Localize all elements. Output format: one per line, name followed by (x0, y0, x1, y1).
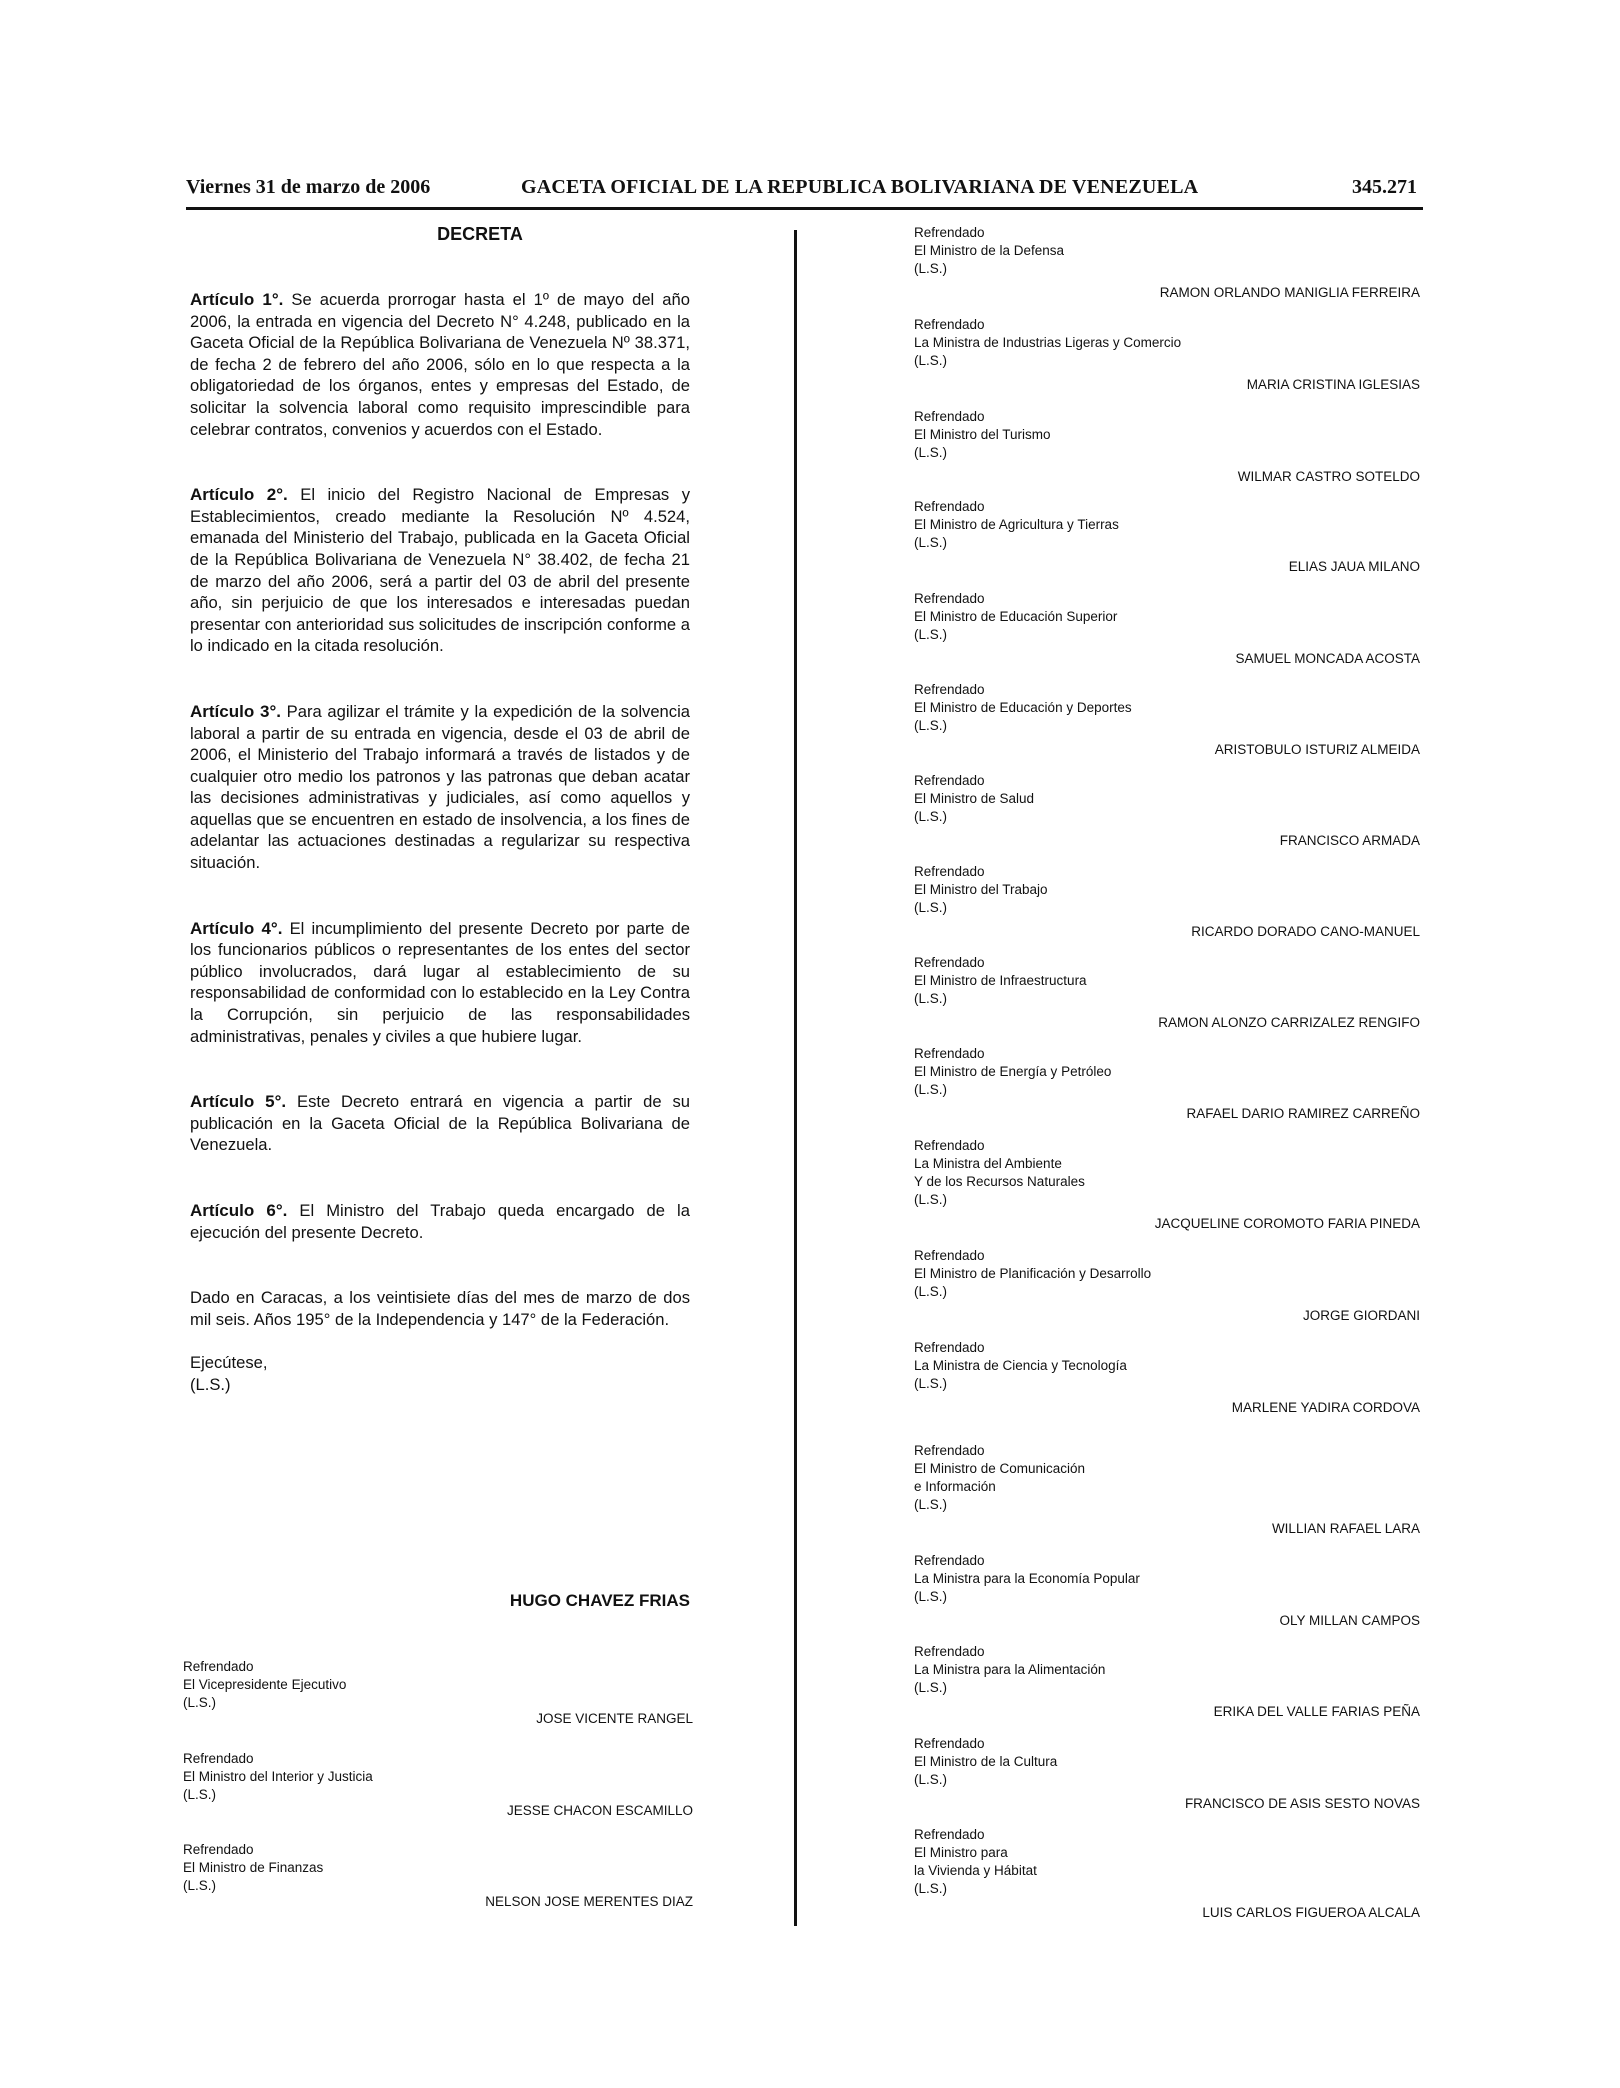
refrendo-label: Refrendado (183, 1751, 254, 1766)
refrendo-label: Refrendado (183, 1659, 254, 1674)
page-header (186, 176, 1423, 204)
refrendo-label: Refrendado (914, 1046, 985, 1061)
refrendo-name: OLY MILLAN CAMPOS (1279, 1613, 1420, 1628)
refrendo-name: RAMON ORLANDO MANIGLIA FERREIRA (1159, 285, 1420, 300)
article-3 (190, 701, 690, 874)
refrendo-role: El Ministro de Educación y Deportes (914, 700, 1132, 715)
article-4 (190, 918, 690, 1048)
ejecutese-block (190, 1352, 690, 1395)
refrendo-role: El Ministro para (914, 1845, 1008, 1860)
refrendo-seal: (L.S.) (914, 1192, 948, 1207)
refrendo-role: El Ministro de la Cultura (914, 1754, 1058, 1769)
refrendo-label: Refrendado (914, 591, 985, 606)
refrendo-right (914, 1247, 1420, 1325)
refrendo-name: RICARDO DORADO CANO-MANUEL (1191, 924, 1420, 939)
refrendo-seal: (L.S.) (914, 1082, 948, 1097)
article-number: Artículo 3°. (190, 701, 281, 721)
refrendo-right (914, 1442, 1420, 1538)
header-date: Viernes 31 de marzo de 2006 (186, 176, 431, 198)
refrendo-label: Refrendado (914, 1827, 985, 1842)
refrendo-right (914, 224, 1420, 302)
article-text: Para agilizar el trámite y la expedición de la solvencia laboral a partir de su entrada en vigencia, desde el 03 de abril de 2006, el Ministerio del Trabajo informará a través de listados y de cualquier otro medio los patronos y las patronas que deban acatar las decisiones administrativas y judiciales, así como aquellos y aquellas que se encuentren en estado de insolvencia, a los fines de adelantar las actuaciones destinadas a regularizar su respectiva situación. (190, 701, 690, 873)
refrendo-left (183, 1658, 693, 1728)
refrendo-role: El Ministro del Turismo (914, 427, 1051, 442)
refrendo-role-continued: la Vivienda y Hábitat (914, 1863, 1037, 1878)
column-divider (794, 230, 797, 1926)
refrendo-right (914, 498, 1420, 576)
refrendo-right (914, 681, 1420, 759)
decree-column (190, 224, 690, 1396)
refrendo-right (914, 408, 1420, 486)
refrendo-label: Refrendado (914, 1138, 985, 1153)
refrendo-right (914, 1339, 1420, 1417)
refrendo-name: RAFAEL DARIO RAMIREZ CARREÑO (1186, 1106, 1420, 1121)
refrendo-role: El Ministro de Salud (914, 791, 1035, 806)
refrendo-role: El Ministro de Agricultura y Tierras (914, 517, 1119, 532)
article-text: El inicio del Registro Nacional de Empresas y Establecimientos, creado mediante la Resolución Nº 4.524, emanada del Ministerio del Trabajo, publicada en la Gaceta Oficial de la República Bolivariana de Venezuela N° 38.402, de fecha 21 de marzo del año 2006, será a partir del 03 de abril del presente año, sin perjuicio de que los interesados e interesadas puedan presentar con anterioridad sus solicitudes de inscripción conforme a lo indicado en la citada resolución. (190, 485, 690, 656)
refrendo-seal: (L.S.) (914, 1284, 948, 1299)
refrendo-right (914, 1643, 1420, 1721)
refrendo-seal: (L.S.) (914, 900, 948, 915)
refrendo-right (914, 1826, 1420, 1922)
refrendo-role: El Vicepresidente Ejecutivo (183, 1677, 347, 1692)
refrendo-label: Refrendado (914, 409, 985, 424)
refrendo-seal: (L.S.) (914, 261, 948, 276)
article-number: Artículo 2°. (190, 485, 288, 505)
refrendo-name: ARISTOBULO ISTURIZ ALMEIDA (1214, 742, 1420, 757)
refrendo-name: LUIS CARLOS FIGUEROA ALCALA (1202, 1905, 1420, 1920)
refrendo-seal: (L.S.) (914, 718, 948, 733)
refrendo-role: La Ministra de Ciencia y Tecnología (914, 1358, 1127, 1373)
refrendo-seal: (L.S.) (914, 1772, 948, 1787)
refrendo-label: Refrendado (183, 1842, 254, 1857)
refrendo-name: FRANCISCO ARMADA (1279, 833, 1420, 848)
refrendo-role: El Ministro de Comunicación (914, 1461, 1086, 1476)
article-text: El Ministro del Trabajo queda encargado de la ejecución del presente Decreto. (190, 1201, 690, 1242)
refrendo-role: El Ministro de Infraestructura (914, 973, 1087, 988)
article-number: Artículo 1°. (190, 290, 284, 309)
refrendo-seal: (L.S.) (914, 809, 948, 824)
refrendo-seal: (L.S.) (914, 991, 948, 1006)
refrendo-name: JORGE GIORDANI (1302, 1308, 1420, 1323)
refrendo-seal: (L.S.) (183, 1695, 217, 1710)
refrendo-role: El Ministro de Energía y Petróleo (914, 1064, 1112, 1079)
refrendo-seal: (L.S.) (914, 445, 948, 460)
refrendo-label: Refrendado (914, 955, 985, 970)
refrendo-label: Refrendado (914, 773, 985, 788)
refrendo-seal: (L.S.) (914, 627, 948, 642)
closing-paragraph: Dado en Caracas, a los veintisiete días del mes de marzo de dos mil seis. Años 195° de la Independencia y 147° de la Federación. (190, 1288, 690, 1329)
refrendo-name: JACQUELINE COROMOTO FARIA PINEDA (1154, 1216, 1420, 1231)
seal-text: (L.S.) (190, 1374, 231, 1394)
refrendo-role: El Ministro del Trabajo (914, 882, 1048, 897)
refrendo-seal: (L.S.) (914, 1589, 948, 1604)
article-text: El incumplimiento del presente Decreto por parte de los funcionarios públicos o representantes de los entes del sector público involucrados, dará lugar al establecimiento de su responsabilidad de conformidad con lo establecido en la Ley Contra la Corrupción, sin perjuicio de las responsabilidades administrativas, penales y civiles a que hubiere lugar. (190, 918, 690, 1046)
article-number: Artículo 6°. (190, 1201, 288, 1220)
refrendo-role: La Ministra para la Economía Popular (914, 1571, 1140, 1586)
refrendo-name: WILLIAN RAFAEL LARA (1271, 1521, 1420, 1536)
refrendo-name: ELIAS JAUA MILANO (1288, 559, 1420, 574)
refrendo-role-continued: e Información (914, 1479, 996, 1494)
refrendo-right (914, 1137, 1420, 1233)
refrendo-right (914, 954, 1420, 1032)
refrendo-role: La Ministra del Ambiente (914, 1156, 1062, 1171)
refrendo-name: JOSE VICENTE RANGEL (536, 1711, 693, 1726)
article-text: Este Decreto entrará en vigencia a partir de su publicación en la Gaceta Oficial de la República Bolivariana de Venezuela. (190, 1092, 690, 1155)
refrendo-seal: (L.S.) (183, 1878, 217, 1893)
refrendo-role-continued: Y de los Recursos Naturales (914, 1174, 1085, 1189)
refrendo-role: El Ministro de Educación Superior (914, 609, 1118, 624)
refrendo-role: El Ministro de Finanzas (183, 1860, 324, 1875)
refrendo-left (183, 1750, 693, 1820)
article-5 (190, 1091, 690, 1156)
article-number: Artículo 4°. (190, 918, 283, 938)
refrendo-name: RAMON ALONZO CARRIZALEZ RENGIFO (1158, 1015, 1420, 1030)
refrendo-label: Refrendado (914, 225, 985, 240)
refrendo-name: JESSE CHACON ESCAMILLO (506, 1803, 693, 1818)
article-number: Artículo 5°. (190, 1092, 287, 1112)
refrendo-seal: (L.S.) (914, 353, 948, 368)
article-1 (190, 289, 690, 440)
refrendo-right (914, 863, 1420, 941)
ejecutese-text: Ejecútese, (190, 1353, 268, 1373)
page-number: 345.271 (1352, 176, 1417, 198)
refrendo-label: Refrendado (914, 317, 985, 332)
article-text: Se acuerda prorrogar hasta el 1º de mayo del año 2006, la entrada en vigencia del Decreto N° 4.248, publicado en la Gaceta Oficial de la República Bolivariana de Venezuela Nº 38.371, de fecha 2 de febrero del año 2006, sólo en lo que respecta a la obligatoriedad de los órganos, entes y empresas del Estado, de solicitar la solvencia laboral como requisito imprescindible para celebrar contratos, convenios y acuerdos con el Estado. (190, 290, 690, 439)
refrendo-role: La Ministra de Industrias Ligeras y Comercio (914, 335, 1182, 350)
president-signature-name: HUGO CHAVEZ FRIAS (509, 1591, 690, 1610)
refrendo-label: Refrendado (914, 1553, 985, 1568)
gazette-title: GACETA OFICIAL DE LA REPUBLICA BOLIVARIANA DE VENEZUELA (521, 176, 1199, 198)
refrendo-label: Refrendado (914, 1736, 985, 1751)
refrendo-seal: (L.S.) (914, 1376, 948, 1391)
refrendo-role: La Ministra para la Alimentación (914, 1662, 1106, 1677)
header-rule (186, 207, 1423, 210)
refrendo-label: Refrendado (914, 682, 985, 697)
refrendo-label: Refrendado (914, 499, 985, 514)
refrendo-seal: (L.S.) (914, 1881, 948, 1896)
refrendo-name: NELSON JOSE MERENTES DIAZ (485, 1894, 693, 1909)
refrendo-seal: (L.S.) (183, 1787, 217, 1802)
article-6 (190, 1200, 690, 1243)
refrendo-label: Refrendado (914, 1443, 985, 1458)
refrendo-role: El Ministro de la Defensa (914, 243, 1065, 258)
refrendo-right (914, 590, 1420, 668)
decree-heading: DECRETA (437, 224, 523, 244)
refrendo-name: FRANCISCO DE ASIS SESTO NOVAS (1184, 1796, 1420, 1811)
refrendo-label: Refrendado (914, 1248, 985, 1263)
refrendo-label: Refrendado (914, 1340, 985, 1355)
refrendo-name: ERIKA DEL VALLE FARIAS PEÑA (1213, 1704, 1420, 1719)
refrendo-right (914, 1552, 1420, 1630)
refrendo-right (914, 1735, 1420, 1813)
refrendo-label: Refrendado (914, 1644, 985, 1659)
refrendo-right (914, 1045, 1420, 1123)
article-2 (190, 484, 690, 657)
refrendo-left (183, 1841, 693, 1911)
refrendo-right (914, 316, 1420, 394)
refrendo-role: El Ministro del Interior y Justicia (183, 1769, 373, 1784)
refrendo-label: Refrendado (914, 864, 985, 879)
refrendo-name: SAMUEL MONCADA ACOSTA (1235, 651, 1420, 666)
refrendo-name: MARIA CRISTINA IGLESIAS (1246, 377, 1420, 392)
refrendo-seal: (L.S.) (914, 535, 948, 550)
refrendo-role: El Ministro de Planificación y Desarrollo (914, 1266, 1152, 1281)
refrendo-seal: (L.S.) (914, 1680, 948, 1695)
refrendo-right (914, 772, 1420, 850)
refrendo-seal: (L.S.) (914, 1497, 948, 1512)
refrendo-name: WILMAR CASTRO SOTELDO (1237, 469, 1420, 484)
refrendo-name: MARLENE YADIRA CORDOVA (1231, 1400, 1420, 1415)
